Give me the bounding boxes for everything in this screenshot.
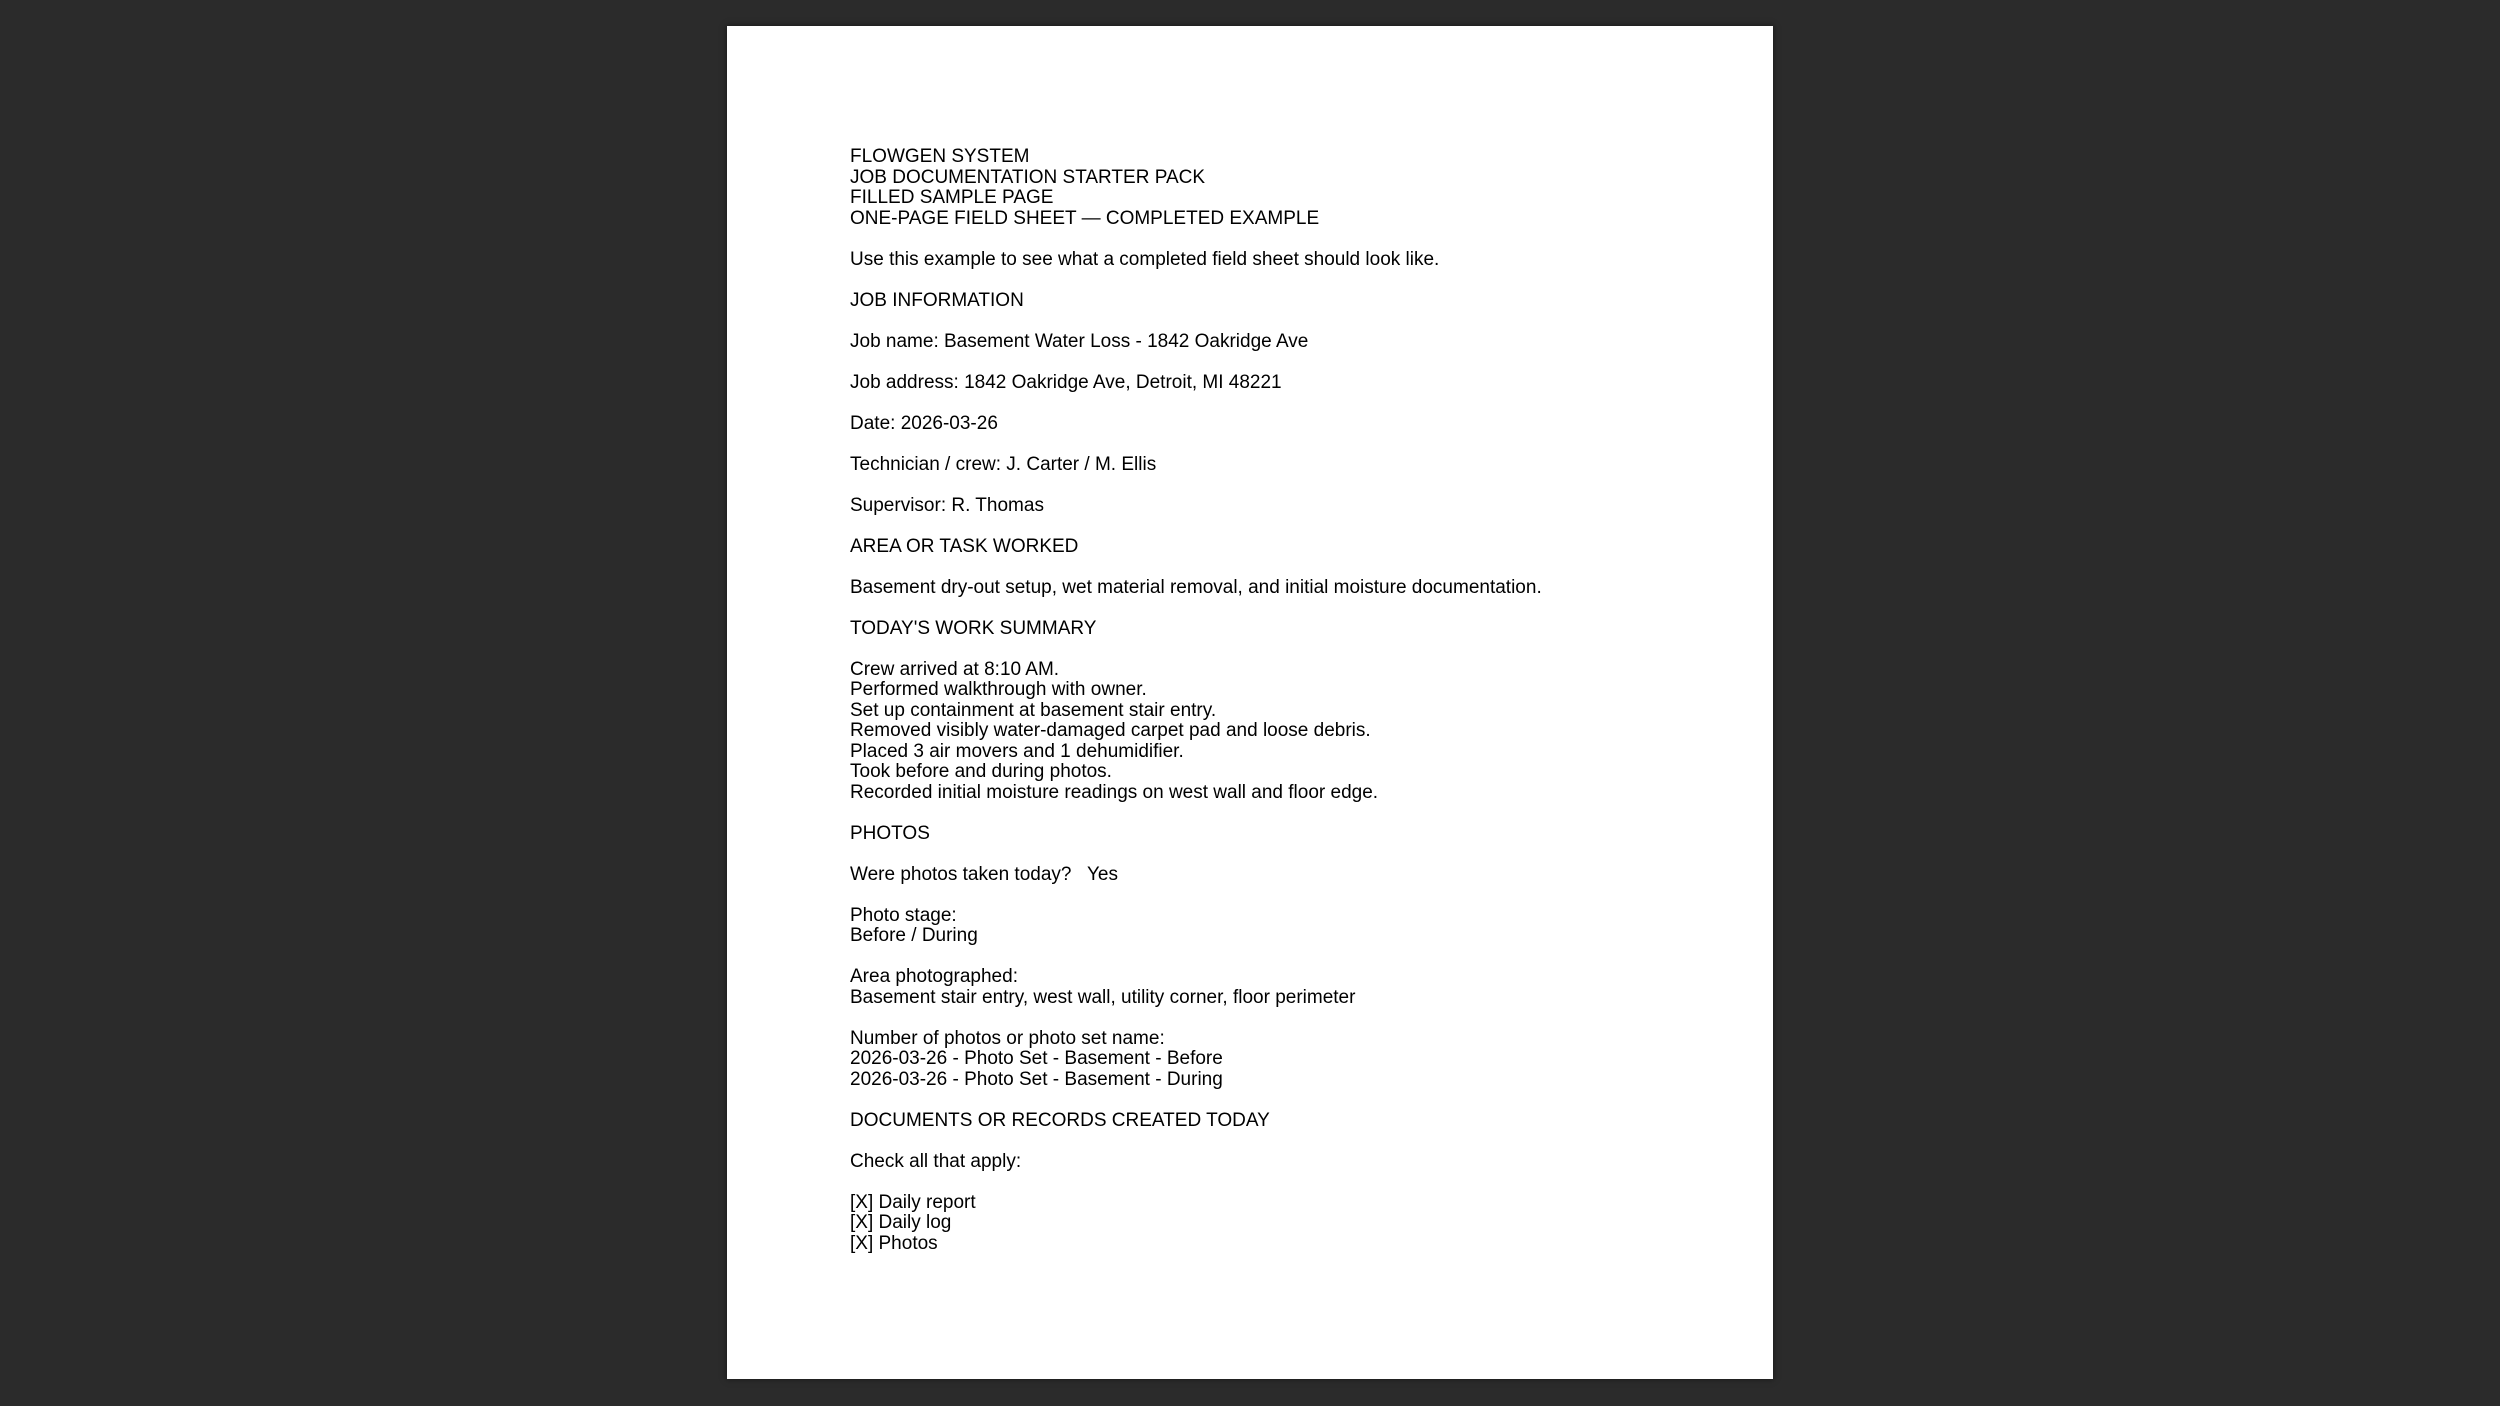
section-heading-work-summary [850, 619, 1730, 640]
checklist-item: [X] Photos [850, 1232, 938, 1254]
document-header [850, 147, 1730, 229]
photo-sets-field [850, 1029, 1730, 1091]
intro-text: Use this example to see what a completed field sheet should look like. [850, 248, 1440, 270]
section-heading-documents [850, 1111, 1730, 1132]
document-page [727, 26, 1773, 1379]
section-heading-photos [850, 824, 1730, 845]
header-line: JOB DOCUMENTATION STARTER PACK [850, 166, 1206, 188]
photo-stage-field [850, 906, 1730, 947]
heading-text: PHOTOS [850, 822, 930, 844]
work-summary-list [850, 660, 1730, 804]
summary-line: Removed visibly water-damaged carpet pad and loose debris. [850, 720, 1371, 741]
supervisor-field [850, 496, 1730, 517]
date-field [850, 414, 1730, 435]
summary-line: Crew arrived at 8:10 AM. [850, 658, 1060, 680]
documents-checklist [850, 1193, 1730, 1255]
area-photographed-field [850, 967, 1730, 1008]
photo-set-line: 2026-03-26 - Photo Set - Basement - Before [850, 1048, 1223, 1069]
photo-sets-label: Number of photos or photo set name: [850, 1027, 1165, 1049]
heading-text: DOCUMENTS OR RECORDS CREATED TODAY [850, 1109, 1270, 1131]
photo-set-line: 2026-03-26 - Photo Set - Basement - During [850, 1068, 1223, 1090]
area-photographed-value: Basement stair entry, west wall, utility corner, floor perimeter [850, 986, 1356, 1008]
section-heading-job-information [850, 291, 1730, 312]
summary-line: Took before and during photos. [850, 761, 1112, 782]
job-name-field [850, 332, 1730, 353]
photo-stage-value: Before / During [850, 925, 978, 946]
summary-line: Recorded initial moisture readings on west wall and floor edge. [850, 781, 1379, 803]
date-text: Date: 2026-03-26 [850, 412, 998, 434]
summary-line: Set up containment at basement stair entry. [850, 699, 1217, 721]
header-line: FILLED SAMPLE PAGE [850, 187, 1054, 208]
technician-text: Technician / crew: J. Carter / M. Ellis [850, 453, 1157, 475]
intro-paragraph [850, 250, 1730, 271]
area-description [850, 578, 1730, 599]
header-line: ONE-PAGE FIELD SHEET — COMPLETED EXAMPLE [850, 207, 1320, 229]
heading-text: JOB INFORMATION [850, 289, 1024, 311]
checklist-item: [X] Daily report [850, 1191, 976, 1213]
area-photographed-label: Area photographed: [850, 966, 1018, 987]
summary-line: Placed 3 air movers and 1 dehumidifier. [850, 740, 1184, 762]
job-address-field [850, 373, 1730, 394]
job-name-text: Job name: Basement Water Loss - 1842 Oakridge Ave [850, 330, 1309, 352]
section-heading-area [850, 537, 1730, 558]
job-address-text: Job address: 1842 Oakridge Ave, Detroit, MI 48221 [850, 371, 1282, 393]
supervisor-text: Supervisor: R. Thomas [850, 494, 1044, 516]
photo-stage-label: Photo stage: [850, 904, 957, 926]
documents-instruction [850, 1152, 1730, 1173]
summary-line: Performed walkthrough with owner. [850, 679, 1147, 700]
heading-text: AREA OR TASK WORKED [850, 535, 1079, 557]
heading-text: TODAY'S WORK SUMMARY [850, 617, 1097, 639]
area-text: Basement dry-out setup, wet material removal, and initial moisture documentation. [850, 576, 1542, 598]
technician-field [850, 455, 1730, 476]
photos-taken-field [850, 865, 1730, 886]
checklist-item: [X] Daily log [850, 1212, 952, 1233]
instruction-text: Check all that apply: [850, 1150, 1022, 1172]
page-content [850, 147, 1730, 1254]
photos-taken-text: Were photos taken today? Yes [850, 863, 1118, 885]
header-line: FLOWGEN SYSTEM [850, 146, 1030, 167]
